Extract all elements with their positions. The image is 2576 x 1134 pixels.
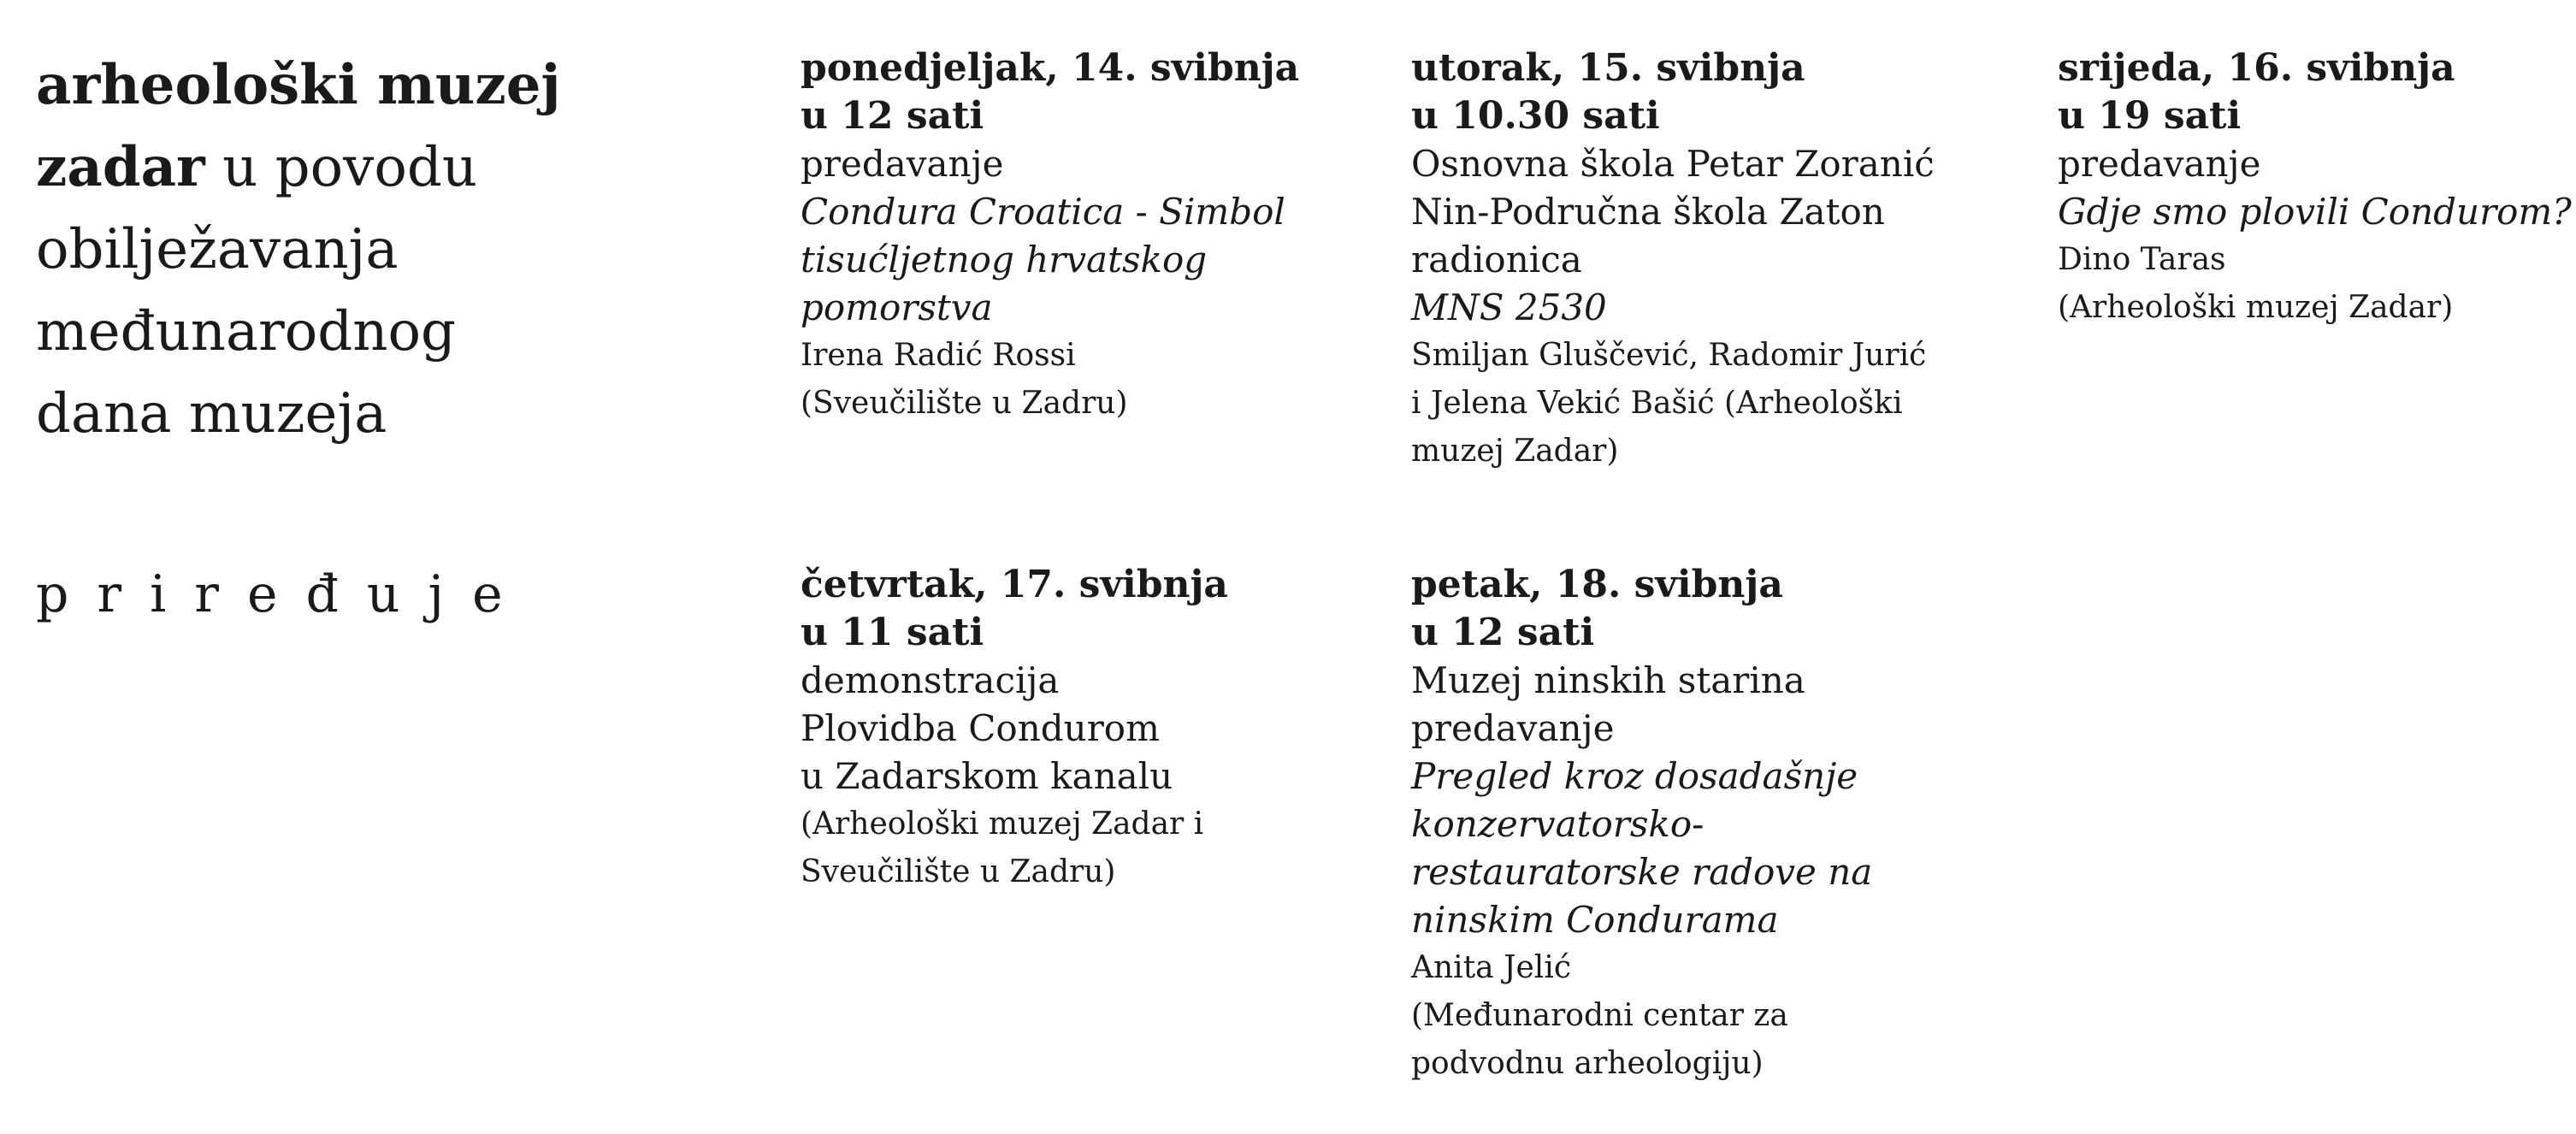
event-type: radionica bbox=[1411, 239, 1582, 281]
event-thursday bbox=[801, 561, 1228, 896]
intro-line: zadar u povodu bbox=[36, 135, 478, 199]
event-person-line: Dino Taras bbox=[2058, 242, 2226, 277]
event-person-line: (Sveučilište u Zadru) bbox=[801, 386, 1128, 421]
event-venue-line: Nin-Područna škola Zaton bbox=[1411, 191, 1885, 233]
event-person-line: podvodnu arheologiju) bbox=[1411, 1046, 1764, 1081]
organizes-label: priređuje bbox=[36, 564, 531, 624]
event-day: utorak, 15. svibnja bbox=[1411, 46, 1805, 90]
event-day: četvrtak, 17. svibnja bbox=[801, 563, 1228, 606]
event-person-line: Sveučilište u Zadru) bbox=[801, 854, 1116, 889]
event-title-line: Gdje smo plovili Condurom? bbox=[2058, 191, 2572, 233]
event-venue-line: Muzej ninskih starina bbox=[1411, 659, 1805, 701]
event-title-line: Pregled kroz dosadašnje bbox=[1411, 755, 1858, 797]
event-type: predavanje bbox=[801, 143, 1004, 185]
event-person-line: i Jelena Vekić Bašić (Arheološki bbox=[1411, 386, 1903, 421]
event-time: u 10.30 sati bbox=[1411, 94, 1660, 138]
intro-heading bbox=[36, 44, 771, 624]
event-venue-line: Osnovna škola Petar Zoranić bbox=[1411, 143, 1935, 185]
event-type: demonstracija bbox=[801, 659, 1060, 701]
event-title-line: ninskim Condurama bbox=[1411, 899, 1779, 941]
event-time: u 11 sati bbox=[801, 611, 984, 654]
event-person-line: (Međunarodni centar za bbox=[1411, 998, 1788, 1033]
event-time: u 19 sati bbox=[2058, 94, 2242, 138]
event-monday bbox=[801, 44, 1299, 428]
event-time: u 12 sati bbox=[1411, 611, 1595, 654]
event-title-line: tisućljetnog hrvatskog bbox=[801, 239, 1208, 281]
event-wednesday bbox=[2058, 44, 2572, 332]
event-title-line: Plovidba Condurom bbox=[801, 707, 1160, 749]
event-day: petak, 18. svibnja bbox=[1411, 563, 1783, 606]
event-person-line: Smiljan Gluščević, Radomir Jurić bbox=[1411, 338, 1927, 373]
intro-line: obilježavanja bbox=[36, 218, 399, 281]
event-person-line: Anita Jelić bbox=[1411, 950, 1571, 985]
event-title-line: MNS 2530 bbox=[1411, 286, 1607, 328]
event-person-line: Irena Radić Rossi bbox=[801, 338, 1076, 373]
event-title-line: konzervatorsko- bbox=[1411, 803, 1705, 845]
event-person-line: (Arheološki muzej Zadar i bbox=[801, 806, 1204, 842]
event-type: predavanje bbox=[1411, 707, 1615, 749]
event-friday bbox=[1411, 561, 1872, 1088]
intro-line: međunarodnog bbox=[36, 300, 456, 363]
event-title-line: pomorstva bbox=[801, 286, 993, 328]
intro-line: dana muzeja bbox=[36, 382, 387, 446]
event-tuesday bbox=[1411, 44, 1935, 475]
event-title-line: Condura Croatica - Simbol bbox=[801, 191, 1285, 233]
event-title-line: restauratorske radove na bbox=[1411, 851, 1873, 893]
event-person-line: muzej Zadar) bbox=[1411, 434, 1619, 469]
event-person-line: (Arheološki muzej Zadar) bbox=[2058, 290, 2454, 325]
event-type: predavanje bbox=[2058, 143, 2261, 185]
intro-line: arheološki muzej bbox=[36, 53, 561, 117]
event-day: ponedjeljak, 14. svibnja bbox=[801, 46, 1300, 90]
event-time: u 12 sati bbox=[801, 94, 984, 138]
event-title-line: u Zadarskom kanalu bbox=[801, 755, 1173, 797]
event-day: srijeda, 16. svibnja bbox=[2058, 46, 2455, 90]
